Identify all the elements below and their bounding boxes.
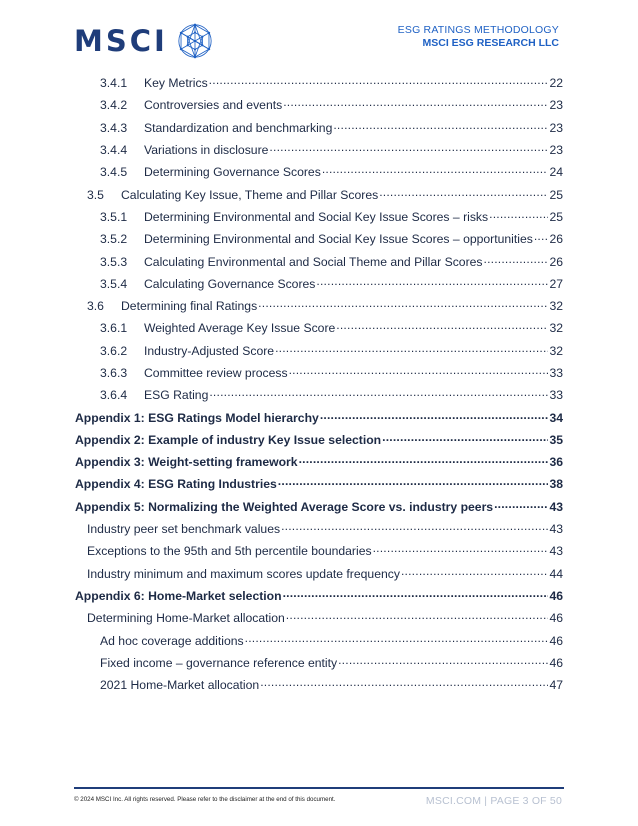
toc-section-number: 3.5 (87, 187, 104, 202)
toc-page-number: 43 (549, 522, 563, 537)
toc-entry-title: Appendix 1: ESG Ratings Model hierarchy (75, 410, 319, 425)
toc-dot-leader (382, 430, 548, 444)
toc-dot-leader (258, 296, 548, 310)
toc-page-number: 24 (549, 165, 563, 180)
toc-dot-leader (316, 274, 548, 288)
toc-entry-title: Calculating Governance Scores (144, 276, 316, 291)
publisher-name: MSCI ESG RESEARCH LLC (422, 37, 559, 49)
toc-dot-leader (286, 608, 549, 622)
toc-dot-leader (320, 408, 549, 422)
toc-page-number: 32 (549, 299, 563, 314)
toc-page-number: 46 (549, 655, 563, 670)
toc-entry[interactable] (75, 406, 563, 428)
toc-entry-title: Weighted Average Key Issue Score (144, 321, 336, 336)
toc-dot-leader (283, 586, 549, 600)
toc-page-number: 32 (549, 321, 563, 336)
toc-entry[interactable] (75, 629, 563, 651)
toc-dot-leader (281, 519, 548, 533)
toc-entry-title: Determining Environmental and Social Key Issue Scores – risks (144, 209, 489, 224)
copyright-notice: © 2024 MSCI Inc. All rights reserved. Please refer to the disclaimer at the end of this document. (74, 796, 336, 803)
methodology-title: ESG RATINGS METHODOLOGY (397, 24, 559, 36)
toc-page-number: 34 (549, 410, 563, 425)
toc-section-number: 3.6.3 (100, 366, 128, 380)
toc-entry[interactable] (75, 563, 563, 585)
globe-icon (176, 22, 214, 60)
toc-section-number: 3.6.1 (100, 321, 128, 336)
toc-entry[interactable] (75, 607, 563, 629)
toc-dot-leader (289, 363, 549, 377)
toc-entry-title: Industry peer set benchmark values (87, 522, 281, 537)
toc-dot-leader (278, 474, 549, 488)
toc-section-number: 3.5.4 (100, 276, 128, 291)
toc-entry-title: Standardization and benchmarking (144, 120, 333, 135)
toc-page-number: 46 (549, 633, 563, 648)
toc-entry-title: Ad hoc coverage additions (100, 633, 244, 648)
toc-page-number: 44 (549, 566, 563, 581)
toc-page-number: 38 (549, 477, 563, 492)
toc-entry[interactable] (75, 250, 563, 272)
page-header (0, 0, 638, 70)
page-number: MSCI.COM | PAGE 3 OF 50 (425, 795, 562, 807)
toc-dot-leader (489, 207, 548, 221)
toc-entry[interactable] (75, 317, 563, 339)
toc-dot-leader (299, 452, 549, 466)
logo-wordmark: MSCI (74, 24, 168, 58)
toc-dot-leader (260, 675, 548, 689)
toc-entry[interactable] (75, 295, 563, 317)
toc-dot-leader (338, 653, 548, 667)
toc-page-number: 36 (549, 455, 563, 470)
toc-entry[interactable] (75, 94, 563, 116)
toc-entry[interactable] (75, 674, 563, 696)
toc-page-number: 23 (549, 120, 563, 135)
table-of-contents (75, 72, 563, 696)
toc-dot-leader (322, 162, 549, 176)
toc-section-number: 3.5.2 (100, 232, 128, 247)
toc-page-number: 26 (549, 254, 563, 269)
toc-entry[interactable] (75, 117, 563, 139)
toc-entry-title: Appendix 6: Home-Market selection (75, 588, 282, 603)
toc-page-number: 46 (549, 611, 563, 626)
toc-entry[interactable] (75, 340, 563, 362)
toc-entry[interactable] (75, 451, 563, 473)
toc-dot-leader (283, 95, 548, 109)
toc-entry-title: Committee review process (144, 366, 288, 380)
toc-section-number: 3.6.4 (100, 388, 128, 403)
toc-entry[interactable] (75, 228, 563, 250)
toc-entry[interactable] (75, 473, 563, 495)
toc-entry[interactable] (75, 540, 563, 562)
toc-section-number: 3.5.1 (100, 209, 128, 224)
toc-dot-leader (373, 541, 549, 555)
toc-page-number: 46 (549, 588, 563, 603)
toc-entry[interactable] (75, 161, 563, 183)
toc-page-number: 22 (549, 76, 563, 91)
toc-dot-leader (534, 229, 549, 243)
footer-divider (74, 787, 564, 789)
toc-entry[interactable] (75, 518, 563, 540)
toc-page-number: 23 (549, 98, 563, 113)
toc-entry[interactable] (75, 273, 563, 295)
toc-section-number: 3.4.4 (100, 143, 128, 158)
toc-entry[interactable] (75, 384, 563, 406)
toc-dot-leader (275, 341, 548, 355)
toc-entry-title: Variations in disclosure (144, 143, 269, 158)
toc-dot-leader (269, 140, 548, 154)
toc-section-number: 3.4.3 (100, 120, 128, 135)
toc-entry-title: Determining Environmental and Social Key Issue Scores – opportunities (144, 232, 533, 247)
msci-logo (74, 22, 214, 60)
toc-entry[interactable] (75, 183, 563, 205)
toc-dot-leader (209, 385, 548, 399)
toc-entry[interactable] (75, 585, 563, 607)
toc-entry[interactable] (75, 362, 563, 384)
toc-entry[interactable] (75, 206, 563, 228)
toc-entry-title: Industry-Adjusted Score (144, 343, 275, 358)
toc-section-number: 3.6.2 (100, 343, 128, 358)
toc-entry-title: ESG Rating (144, 388, 209, 403)
toc-section-number: 3.4.2 (100, 98, 128, 113)
toc-section-number: 3.6 (87, 299, 104, 314)
toc-page-number: 35 (549, 432, 563, 447)
toc-dot-leader (209, 73, 549, 87)
toc-page-number: 32 (549, 343, 563, 358)
toc-entry[interactable] (75, 496, 563, 518)
toc-dot-leader (336, 318, 548, 332)
toc-entry[interactable] (75, 652, 563, 674)
toc-entry-title: Appendix 2: Example of industry Key Issue selection (75, 432, 382, 447)
toc-dot-leader (333, 118, 548, 132)
toc-entry-title: Appendix 5: Normalizing the Weighted Average Score vs. industry peers (75, 499, 494, 514)
toc-entry[interactable] (75, 72, 563, 94)
document-heading (398, 24, 559, 50)
toc-entry-title: Determining Governance Scores (144, 165, 321, 180)
toc-entry-title: Calculating Environmental and Social Theme and Pillar Scores (144, 254, 483, 269)
toc-page-number: 27 (549, 276, 563, 291)
toc-entry-title: Appendix 3: Weight-setting framework (75, 455, 298, 470)
toc-page-number: 25 (549, 209, 563, 224)
toc-page-number: 25 (549, 187, 563, 202)
toc-entry-title: Industry minimum and maximum scores update frequency (87, 566, 400, 581)
toc-entry-title: Determining Home-Market allocation (87, 611, 285, 626)
toc-dot-leader (401, 564, 548, 578)
toc-dot-leader (494, 497, 548, 511)
toc-page-number: 33 (549, 388, 563, 403)
toc-section-number: 3.4.1 (100, 76, 128, 91)
toc-entry-title: 2021 Home-Market allocation (100, 678, 260, 693)
toc-entry-title: Calculating Key Issue, Theme and Pillar Scores (121, 187, 379, 202)
toc-entry[interactable] (75, 429, 563, 451)
toc-dot-leader (379, 185, 548, 199)
toc-page-number: 23 (549, 143, 563, 158)
toc-dot-leader (245, 631, 549, 645)
toc-entry-title: Determining final Ratings (121, 299, 258, 314)
toc-page-number: 26 (549, 232, 563, 247)
toc-entry-title: Appendix 4: ESG Rating Industries (75, 477, 277, 492)
toc-section-number: 3.5.3 (100, 254, 128, 269)
toc-entry-title: Controversies and events (144, 98, 283, 113)
toc-page-number: 47 (549, 678, 563, 693)
toc-section-number: 3.4.5 (100, 165, 128, 180)
toc-entry-title: Key Metrics (144, 76, 208, 91)
toc-page-number: 33 (549, 366, 563, 380)
toc-dot-leader (484, 252, 549, 266)
toc-page-number: 43 (549, 544, 563, 559)
toc-entry[interactable] (75, 139, 563, 161)
toc-entry-title: Exceptions to the 95th and 5th percentile boundaries (87, 544, 372, 559)
toc-page-number: 43 (549, 499, 563, 514)
toc-entry-title: Fixed income – governance reference entity (100, 655, 338, 670)
